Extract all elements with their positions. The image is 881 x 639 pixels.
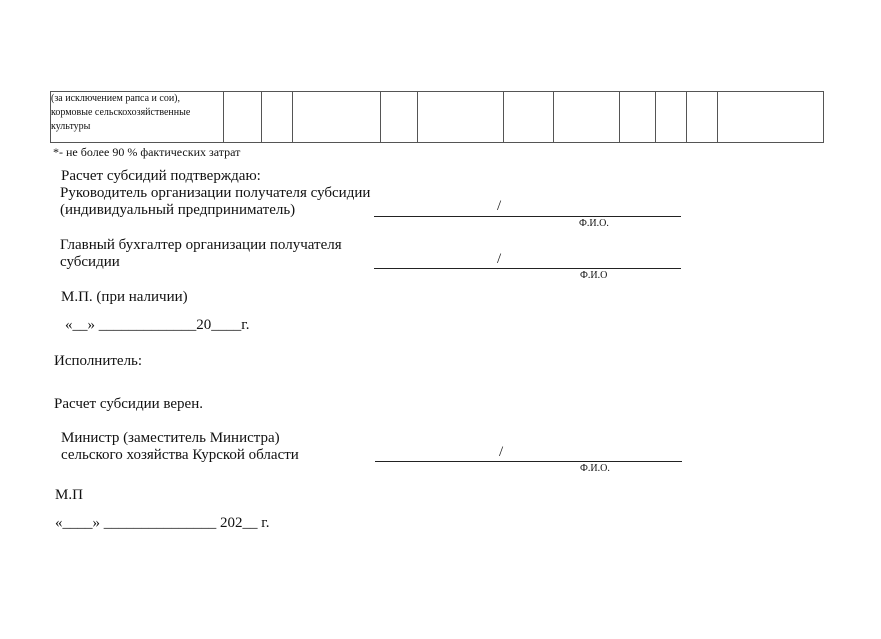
signature-line [375,461,682,462]
cell-line: культуры [51,121,91,132]
table-cell [380,92,417,143]
table-cell [292,92,380,143]
table-cell [261,92,292,143]
head-title-line1: Руководитель организации получателя субсидии [60,185,371,201]
signature-line [374,216,681,217]
bottom-stamp-label: М.П [55,487,83,503]
table-cell-crop-name [51,92,224,143]
head-title-line2: (индивидуальный предприниматель) [60,202,296,218]
verified-label: Расчет субсидии верен. [54,396,203,412]
footnote: *- не более 90 % фактических затрат [53,145,241,159]
signature-slash: / [497,251,502,267]
bottom-date-field: «____» _______________ 202__ г. [55,515,270,531]
minister-title-line2: сельского хозяйства Курской области [61,447,299,463]
stamp-label: М.П. (при наличии) [61,289,188,305]
signature-line [374,268,681,269]
table-cell [417,92,503,143]
fio-label: Ф.И.О [580,270,608,281]
table-cell [686,92,717,143]
table-cell [717,92,823,143]
minister-title-line1: Министр (заместитель Министра) [61,430,280,446]
subsidy-table [50,91,824,143]
table-row [51,92,824,143]
signature-slash: / [497,198,502,214]
confirm-heading: Расчет субсидий подтверждаю: [61,168,261,184]
table-cell [620,92,655,143]
date-field: «__» _____________20____г. [65,317,250,333]
accountant-title-line2: субсидии [60,254,120,270]
cell-line: кормовые сельскохозяйственные [51,107,191,118]
table-cell [504,92,554,143]
table-cell [554,92,620,143]
fio-label: Ф.И.О. [580,463,610,474]
cell-line: (за исключением рапса и сои), [51,93,181,104]
fio-label: Ф.И.О. [579,218,609,229]
table-cell [655,92,686,143]
executor-label: Исполнитель: [54,353,143,369]
signature-slash: / [499,444,504,460]
table-cell [224,92,261,143]
accountant-title-line1: Главный бухгалтер организации получателя [60,237,342,253]
